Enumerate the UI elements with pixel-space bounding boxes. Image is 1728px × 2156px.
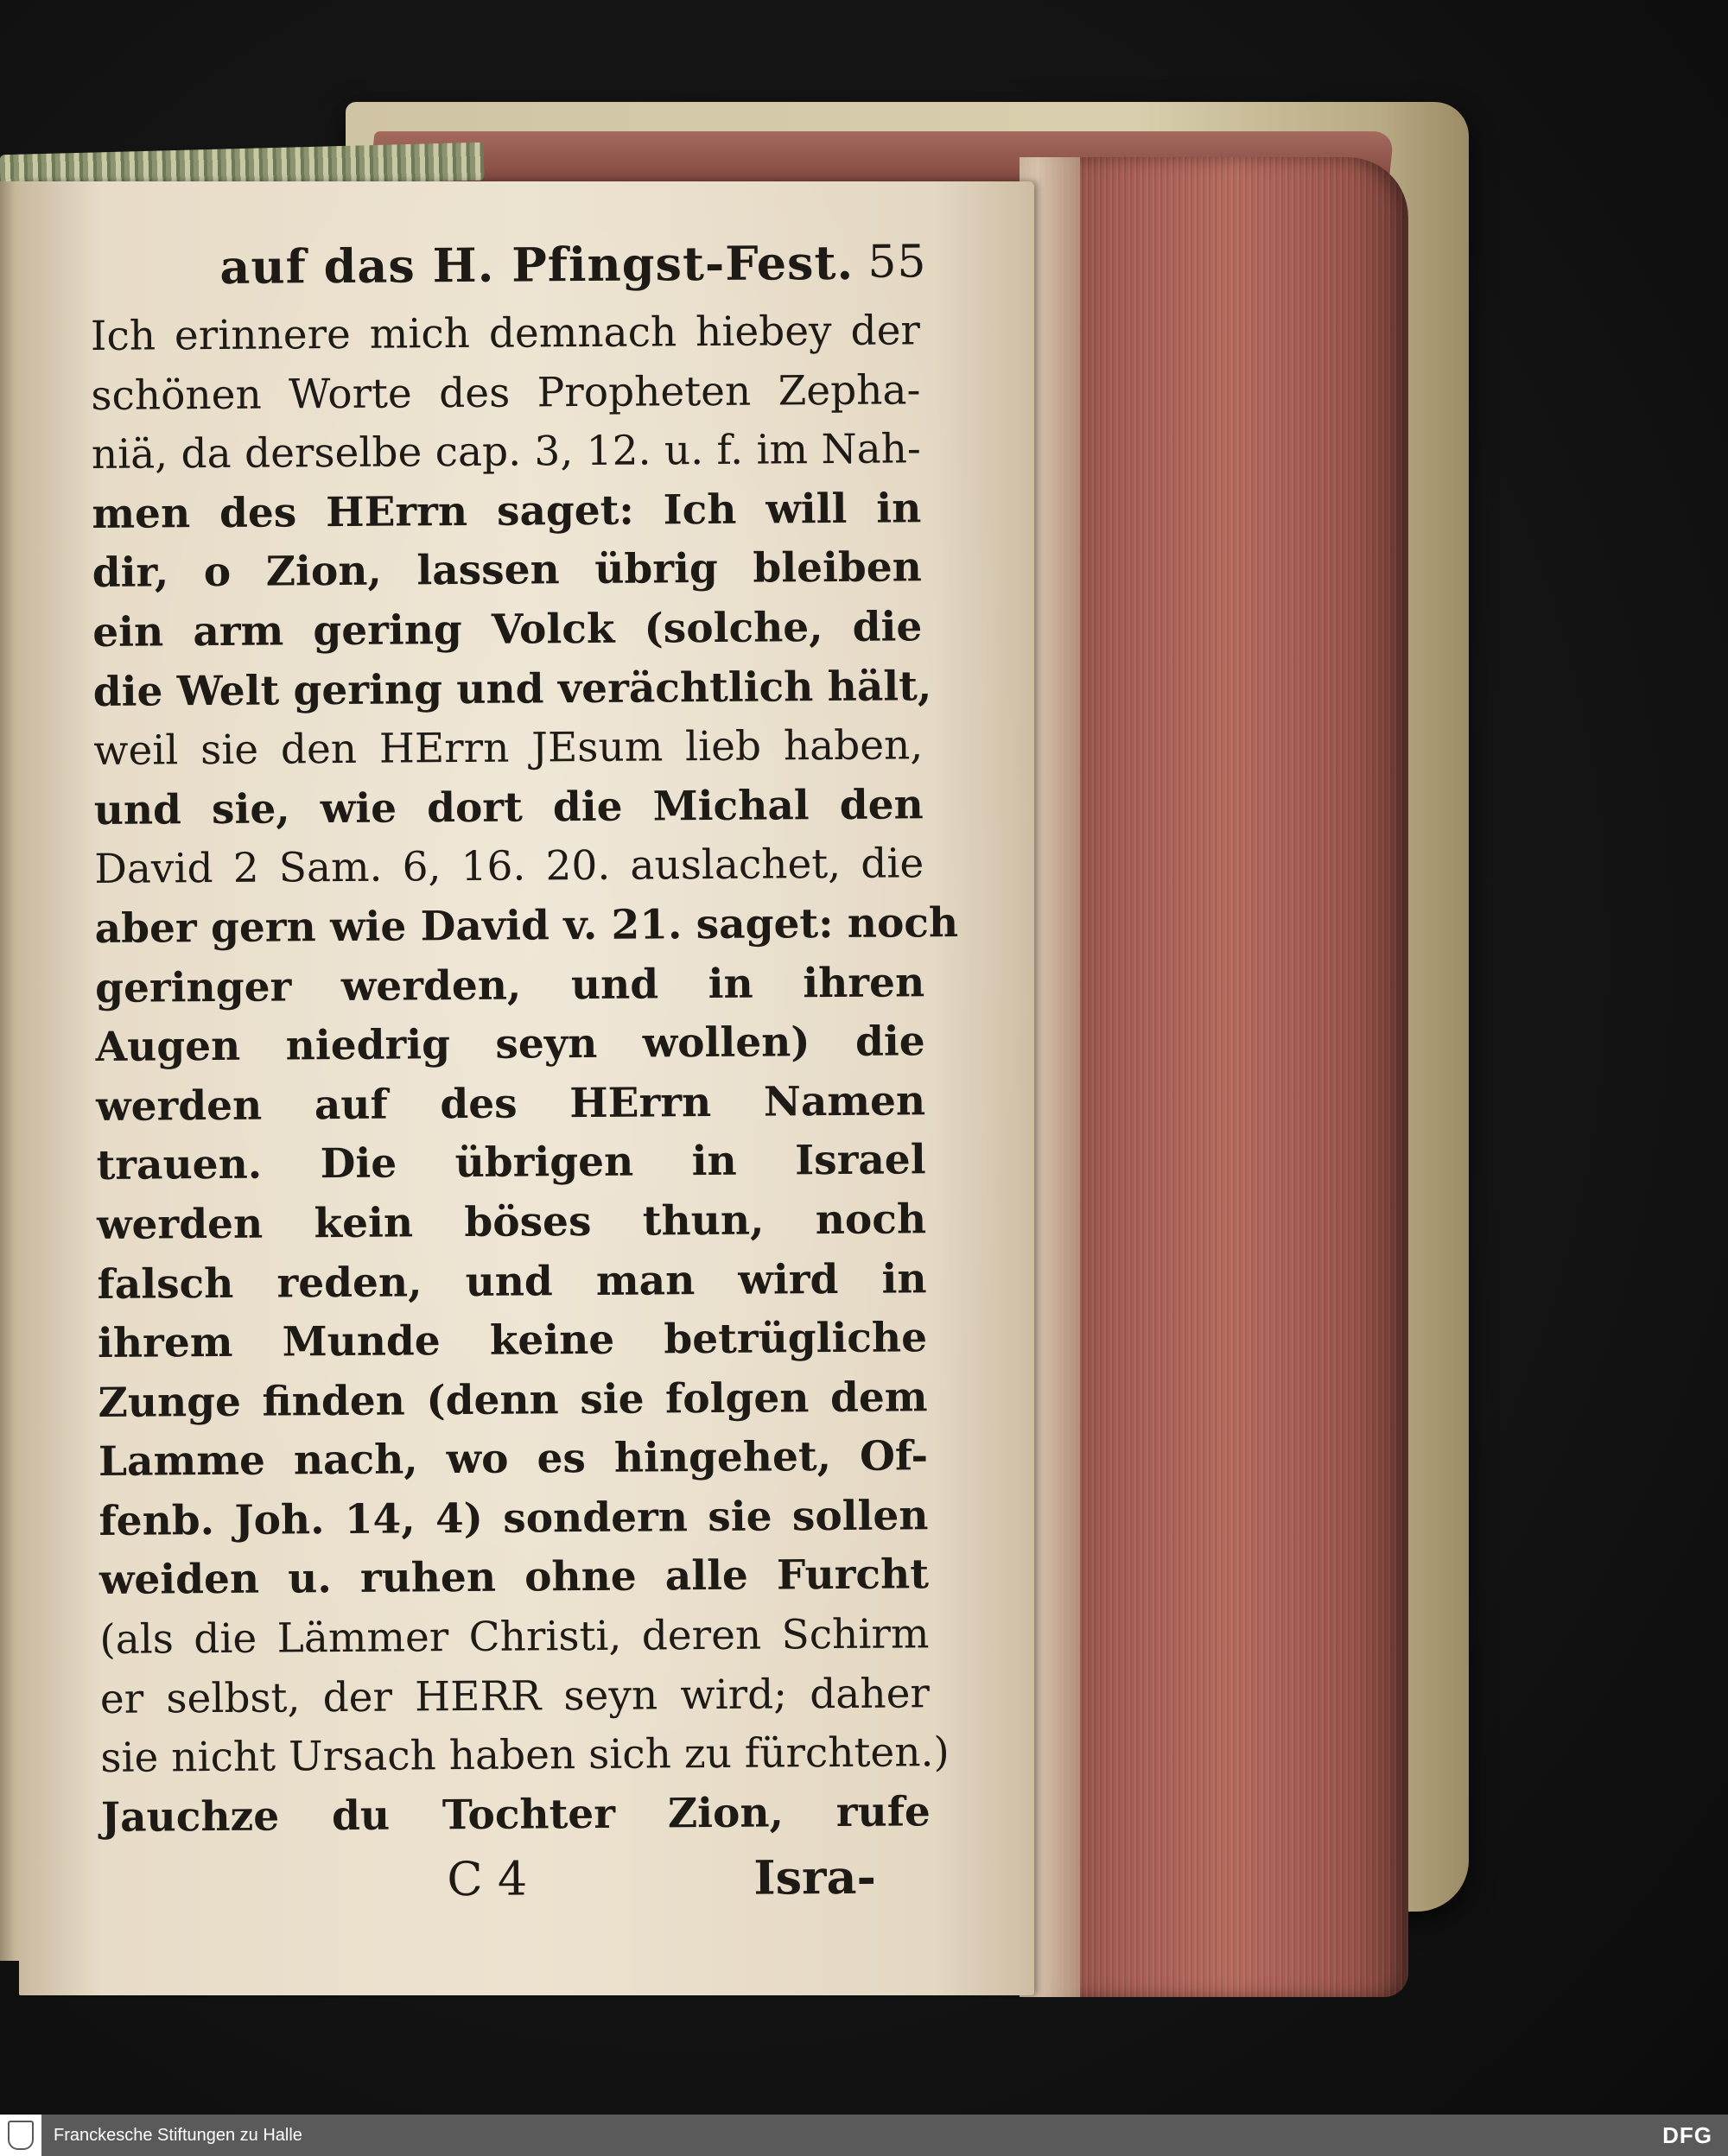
text-line: werden kein böses thun, noch: [96, 1195, 927, 1249]
book-page: [19, 181, 1034, 1995]
viewer-footer-bar: [0, 2115, 1728, 2156]
text-line: Jauchze du Tochter Zion, rufe: [100, 1788, 931, 1842]
signature-mark: C 4: [447, 1851, 528, 1907]
text-line: men des HErrn saget: Ich will in: [92, 485, 922, 538]
text-line: werden auf des HErrn Namen: [95, 1076, 926, 1131]
text-line: (als die Lämmer Christi, deren Schirm: [99, 1610, 930, 1665]
text-line: weil sie den HErrn JEsum lieb haben,: [93, 721, 924, 776]
text-line: niä, da derselbe cap. 3, 12. u. f. im Nah-: [91, 425, 922, 479]
running-title: auf das H. Pfingst-Fest.: [219, 234, 854, 295]
dfg-logo: DFG: [1662, 2121, 1712, 2148]
text-line: sie nicht Ursach haben sich zu fürchten.): [100, 1728, 950, 1783]
text-line: fenb. Joh. 14, 4) sondern sie sollen: [98, 1492, 929, 1545]
text-line: Lamme nach, wo es hingehet, Of-: [98, 1432, 929, 1487]
text-line: Zunge finden (denn sie folgen dem: [98, 1373, 928, 1427]
page-footer: [101, 1844, 931, 1919]
text-line: weiden u. ruhen ohne alle Furcht: [98, 1550, 930, 1605]
text-line: die Welt gering und verächtlich hält,: [92, 662, 932, 716]
page-text: [90, 219, 959, 1918]
text-line: trauen. Die übrigen in Israel: [96, 1136, 926, 1190]
text-line: und sie, wie dort die Michal den: [93, 781, 924, 834]
page-number: 55: [867, 236, 927, 289]
text-line: er selbst, der HERR seyn wird; daher: [99, 1669, 931, 1723]
text-line: geringer werden, und in ihren: [94, 958, 925, 1012]
franckesche-stiftungen-logo-icon: [0, 2115, 41, 2156]
text-line: ein arm gering Volck (solche, die: [92, 603, 923, 656]
text-line: schönen Worte des Propheten Zepha-: [91, 365, 921, 420]
text-line: ihrem Munde keine betrügliche: [97, 1314, 928, 1368]
body-text: [90, 301, 959, 1848]
institution-name: Franckesche Stiftungen zu Halle: [54, 2125, 302, 2145]
catchword: Isra-: [753, 1849, 877, 1906]
text-line: Ich erinnere mich demnach hiebey der: [90, 307, 921, 360]
text-line: aber gern wie David v. 21. saget: noch: [94, 898, 959, 953]
text-line: David 2 Sam. 6, 16. 20. auslachet, die: [94, 840, 924, 894]
text-line: Augen niedrig seyn wollen) die: [95, 1018, 925, 1072]
running-header: [90, 219, 927, 299]
text-line: dir, o Zion, lassen übrig bleiben: [92, 543, 922, 598]
text-line: falsch reden, und man wird in: [97, 1254, 927, 1309]
